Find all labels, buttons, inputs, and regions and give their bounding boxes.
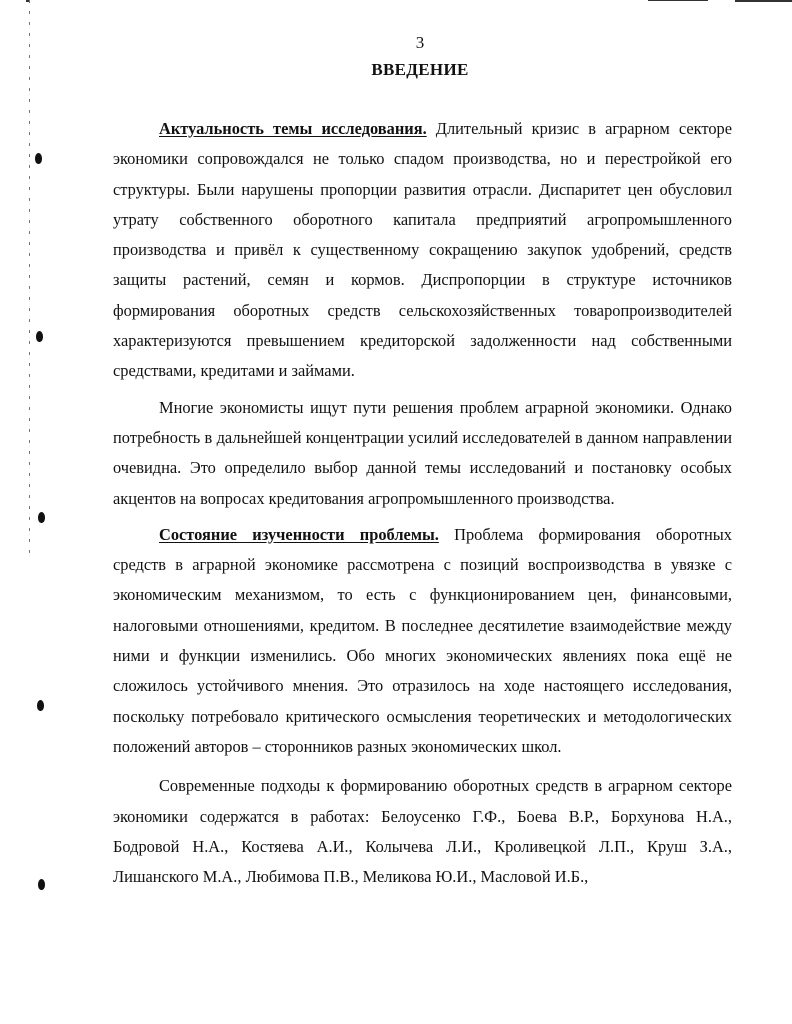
paragraph-text: Проблема формирования оборотных средств в аграрной экономике рассмотрена с позиций воспроизводства в увязке с экономическим механизмом, то есть с функционированием цен, финансовыми, налоговыми отношениями, кредитом. В последнее десятилетие взаимодействие между ними и функции изменились. Обо многих экономических явлениях пока ещё не сложилось устойчивого мнения. Это отразилось на ходе настоящего исследования, поскольку потребовало критического осмысления теоретических и методологических положений авторов – сторонников разных экономических школ.	[113, 524, 733, 756]
paragraph-state-of-research	[113, 520, 732, 762]
binding-hole-mark	[38, 879, 45, 890]
scan-edge-mark	[735, 0, 792, 2]
page-title: ВВЕДЕНИЕ	[371, 60, 469, 79]
paragraph-relevance	[113, 114, 732, 387]
body-text	[113, 114, 732, 892]
page-number: 3	[415, 33, 425, 52]
binding-hole-mark	[36, 331, 43, 342]
scan-edge-mark	[648, 0, 708, 1]
scan-left-edge	[29, 0, 30, 560]
binding-hole-mark	[35, 153, 42, 164]
paragraph-lead: Состояние изученности проблемы.	[159, 524, 439, 544]
paragraph-text: Длительный кризис в аграрном секторе экономики сопровождался не только спадом производства, но и перестройкой его структуры. Были нарушены пропорции развития отрасли. Диспаритет цен обусловил утрату собственного оборотного капитала предприятий агропромышленного производства и привёл к существенному сокращению закупок удобрений, средств защиты растений, семян и кормов. Диспропорции в структуре источников формирования оборотных средств сельскохозяйственных товаропроизводителей характеризуются превышением кредиторской задолженности над собственными средствами, кредитами и займами.	[113, 119, 732, 381]
paragraph-text: Современные подходы к формированию оборотных средств в аграрном секторе экономики содержатся в работах: Белоусенко Г.Ф., Боева В.Р., Борхунова Н.А., Бодровой Н.А., Костяева А.И., Колычева Л.И., Кроливецкой Л.П., Круш З.А., Лишанского М.А., Любимова П.В., Меликова Ю.И., Масловой И.Б.,	[113, 776, 732, 887]
paragraph-economists	[113, 393, 732, 514]
paragraph-modern-approaches	[113, 771, 732, 892]
paragraph-text: Многие экономисты ищут пути решения проблем аграрной экономики. Однако потребность в дальнейшей концентрации усилий исследователей в данном направлении очевидна. Это определило выбор данной темы исследований и постановку особых акцентов на вопросах кредитования агропромышленного производства.	[113, 397, 732, 508]
paragraph-lead: Актуальность темы исследования.	[159, 119, 427, 138]
binding-hole-mark	[37, 700, 44, 711]
binding-hole-mark	[38, 512, 45, 523]
